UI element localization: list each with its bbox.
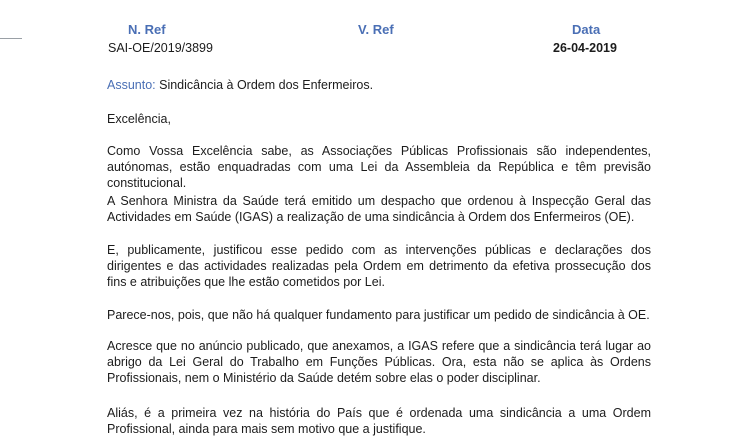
subject-text: Sindicância à Ordem dos Enfermeiros. [155, 78, 374, 92]
paragraph-1: Como Vossa Excelência sabe, as Associações Públicas Profissionais são independentes, autónomas, estão enquadradas com uma Lei da Assembleia da República e têm previsão constitucional. [107, 144, 651, 190]
date-value: 26-04-2019 [553, 41, 617, 55]
paragraph-2: A Senhora Ministra da Saúde terá emitido um despacho que ordenou à Inspecção Geral das Actividades em Saúde (IGAS) a realização de uma sindicância à Ordem dos Enfermeiros (OE). [107, 194, 651, 224]
subject-line [107, 77, 651, 93]
v-ref-label: V. Ref [358, 22, 394, 37]
subject-label: Assunto: [107, 78, 156, 92]
n-ref-label: N. Ref [128, 22, 166, 37]
n-ref-value: SAI-OE/2019/3899 [108, 41, 213, 55]
paragraph-5: Acresce que no anúncio publicado, que anexamos, a IGAS refere que a sindicância terá lugar ao abrigo da Lei Geral do Trabalho em Funções Públicas. Ora, esta não se aplica às Ordens Profissionais, nem o Ministério da Saúde detém sobre elas o poder disciplinar. [107, 339, 651, 385]
paragraph-6: Aliás, é a primeira vez na história do País que é ordenada uma sindicância a uma Ordem Profissional, ainda para mais sem motivo que a justifique. [107, 406, 651, 436]
salutation: Excelência, [107, 112, 171, 126]
margin-rule [0, 38, 22, 39]
paragraph-4: Parece-nos, pois, que não há qualquer fundamento para justificar um pedido de sindicância à OE. [107, 308, 650, 322]
paragraph-3: E, publicamente, justificou esse pedido com as intervenções públicas e declarações dos dirigentes e das actividades realizadas pela Ordem em detrimento da efetiva prossecução dos fins e atribuições que lhe estão cometidos por Lei. [107, 243, 651, 289]
date-label: Data [572, 22, 601, 37]
